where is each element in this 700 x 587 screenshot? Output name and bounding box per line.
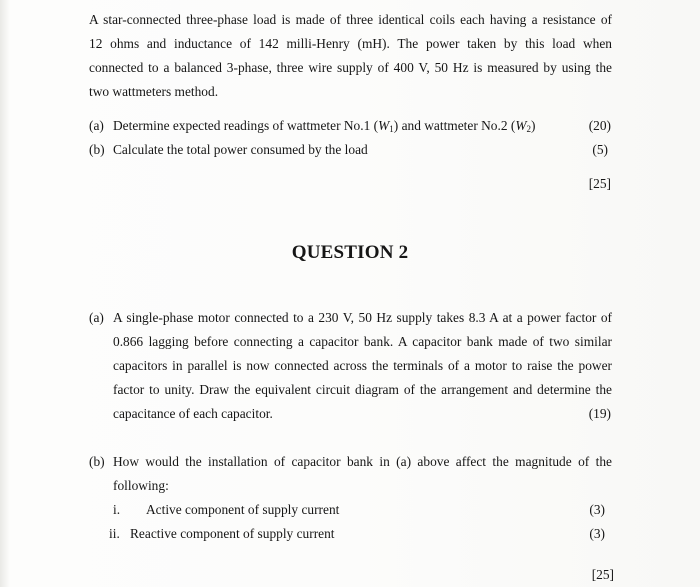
q1-part-a-label: (a) [89, 118, 104, 133]
q2-part-a-line-3: capacitors in parallel is now connected across the terminals of a motor to raise the power [113, 358, 612, 373]
q2-part-a-line-1: A single-phase motor connected to a 230 V, 50 Hz supply takes 8.3 A at a power factor of [113, 310, 612, 325]
q2-part-b-label: (b) [89, 454, 105, 469]
q2-item-ii-marks: (3) [589, 526, 605, 541]
intro-line-4: two wattmeters method. [89, 84, 219, 99]
q1-part-b-marks: (5) [592, 142, 608, 157]
intro-line-1: A star-connected three-phase load is made of three identical coils each having a resistance of [89, 12, 612, 27]
page-edge-shadow [0, 0, 10, 587]
q2-part-a-line-2: 0.866 lagging before connecting a capacitor bank. A capacitor bank made of two similar [113, 334, 612, 349]
intro-line-2: 12 ohms and inductance of 142 milli-Henry (mH). The power taken by this load when [89, 36, 612, 51]
q2-item-ii-number: ii. [109, 526, 120, 541]
q2-item-ii-text: Reactive component of supply current [130, 526, 335, 541]
q2-item-i-number: i. [113, 502, 121, 517]
q2-part-a-line-5: capacitance of each capacitor. [113, 406, 273, 421]
q2-part-b-line-2: following: [113, 478, 169, 493]
q2-item-i-marks: (3) [589, 502, 605, 517]
q2-part-a-label: (a) [89, 310, 104, 325]
q2-item-i-text: Active component of supply current [146, 502, 340, 517]
q2-total-marks: [25] [591, 567, 614, 582]
q2-part-a-line-4: factor to unity. Draw the equivalent circuit diagram of the arrangement and determine the [113, 382, 612, 397]
q1-part-b-text: Calculate the total power consumed by the load [113, 142, 368, 157]
q1-part-b-label: (b) [89, 142, 105, 157]
q1-part-a-text: Determine expected readings of wattmeter No.1 $(W_1)$ and wattmeter No.2 $(W_2)$ [113, 118, 536, 134]
q1-part-a-marks: (20) [588, 118, 611, 133]
q2-part-b-line-1: How would the installation of capacitor bank in (a) above affect the magnitude of the [113, 454, 612, 469]
question-2-heading: QUESTION 2 [291, 242, 409, 263]
intro-line-3: connected to a balanced 3-phase, three wire supply of 400 V, 50 Hz is measured by using the [89, 60, 612, 75]
q1-total-marks: [25] [588, 176, 611, 191]
q2-part-a-marks: (19) [588, 406, 611, 421]
